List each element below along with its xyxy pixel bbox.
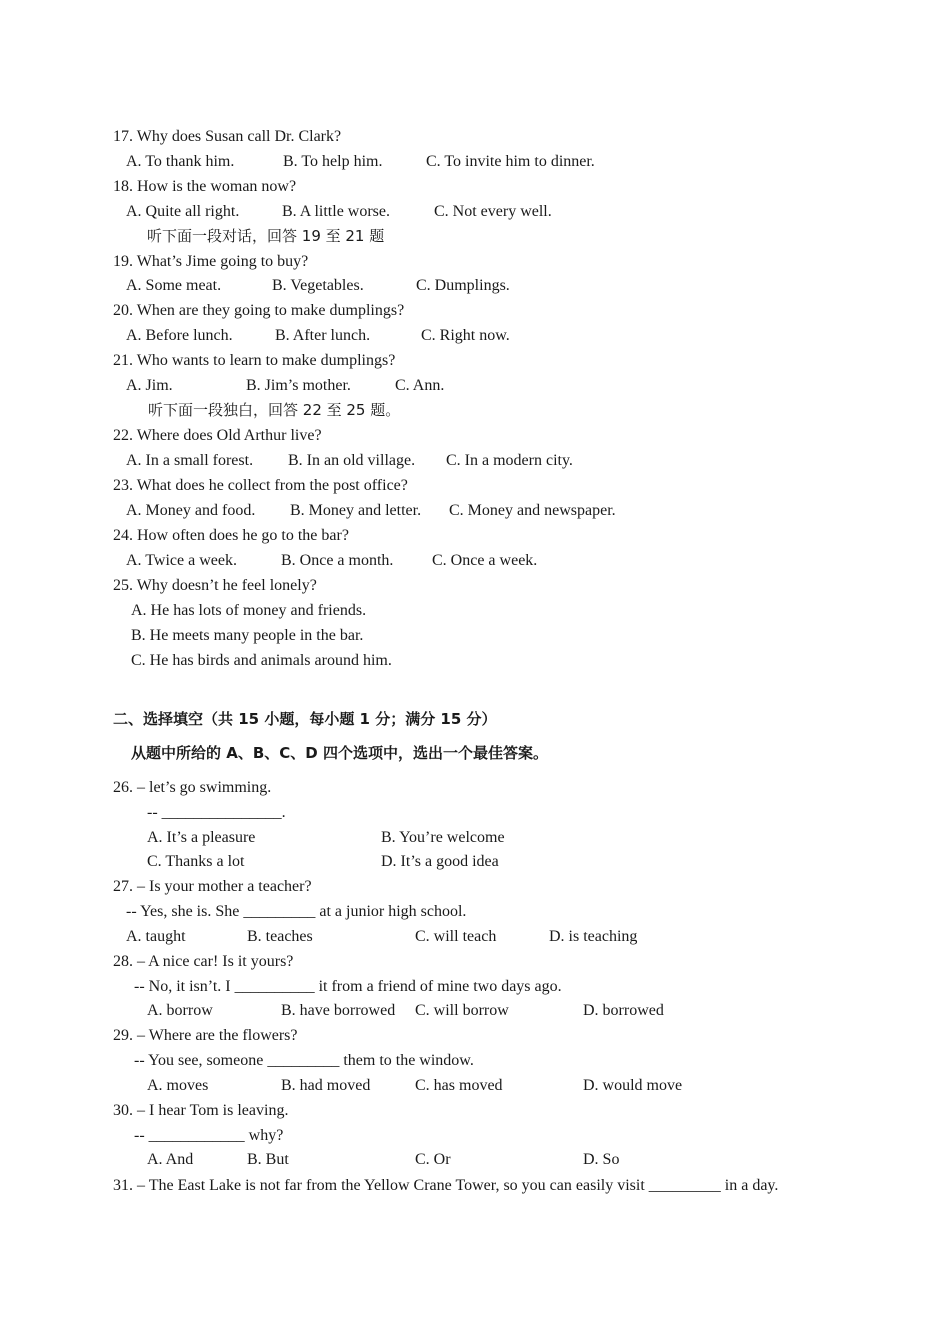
question-28-option-b: B. have borrowed (281, 1002, 396, 1019)
question-30-reply: -- ____________ why? (134, 1127, 284, 1144)
question-26-stem: 26. – let’s go swimming. (113, 779, 272, 796)
question-28-option-d: D. borrowed (583, 1002, 664, 1019)
question-27-reply: -- Yes, she is. She _________ at a junior high school. (126, 903, 467, 920)
question-27-option-d: D. is teaching (549, 928, 638, 945)
question-27-option-c: C. will teach (415, 928, 497, 945)
question-28-option-c: C. will borrow (415, 1002, 509, 1019)
question-18-option-b: B. A little worse. (282, 203, 390, 220)
question-22-option-b: B. In an old village. (288, 452, 416, 469)
question-29-reply: -- You see, someone _________ them to the window. (134, 1052, 474, 1069)
question-30-option-c: C. Or (415, 1151, 451, 1168)
question-23-option-b: B. Money and letter. (290, 502, 422, 519)
question-22-option-c: C. In a modern city. (446, 452, 573, 469)
question-20-option-b: B. After lunch. (275, 327, 371, 344)
question-27-stem: 27. – Is your mother a teacher? (113, 878, 312, 895)
question-21-option-b: B. Jim’s mother. (246, 377, 351, 394)
instruction-22-25: 听下面一段独白，回答 22 至 25 题。 (148, 401, 401, 419)
question-26-reply: -- _______________. (147, 804, 286, 821)
question-20-option-a: A. Before lunch. (126, 327, 233, 344)
question-30-option-a: A. And (147, 1151, 194, 1168)
question-30-stem: 30. – I hear Tom is leaving. (113, 1102, 289, 1119)
question-24-stem: 24. How often does he go to the bar? (113, 527, 349, 544)
question-22-option-a: A. In a small forest. (126, 452, 254, 469)
question-18-stem: 18. How is the woman now? (113, 178, 297, 195)
question-25-stem: 25. Why doesn’t he feel lonely? (113, 577, 317, 594)
question-28-stem: 28. – A nice car! Is it yours? (113, 953, 294, 970)
question-26-option-d: D. It’s a good idea (381, 853, 499, 870)
question-31-stem: 31. – The East Lake is not far from the Yellow Crane Tower, so you can easily visit _________ in a day. (113, 1177, 779, 1194)
question-25-option-c: C. He has birds and animals around him. (131, 652, 392, 669)
question-17-option-c: C. To invite him to dinner. (426, 153, 595, 170)
question-17-stem: 17. Why does Susan call Dr. Clark? (113, 128, 342, 145)
question-19-option-c: C. Dumplings. (416, 277, 510, 294)
section-2-instruction: 从题中所给的 A、B、C、D 四个选项中，选出一个最佳答案。 (131, 744, 548, 762)
question-21-option-a: A. Jim. (126, 377, 173, 394)
question-29-option-c: C. has moved (415, 1077, 503, 1094)
question-19-option-a: A. Some meat. (126, 277, 222, 294)
question-24-option-c: C. Once a week. (432, 552, 538, 569)
question-23-option-a: A. Money and food. (126, 502, 256, 519)
question-28-reply: -- No, it isn’t. I __________ it from a friend of mine two days ago. (134, 978, 562, 995)
question-24-option-b: B. Once a month. (281, 552, 394, 569)
question-29-option-d: D. would move (583, 1077, 683, 1094)
question-19-option-b: B. Vegetables. (272, 277, 364, 294)
question-21-stem: 21. Who wants to learn to make dumplings? (113, 352, 396, 369)
question-18-option-a: A. Quite all right. (126, 203, 240, 220)
question-17-option-a: A. To thank him. (126, 153, 235, 170)
question-23-option-c: C. Money and newspaper. (449, 502, 616, 519)
question-24-option-a: A. Twice a week. (126, 552, 237, 569)
question-20-stem: 20. When are they going to make dumplings? (113, 302, 405, 319)
question-26-option-a: A. It’s a pleasure (147, 829, 256, 846)
question-18-option-c: C. Not every well. (434, 203, 552, 220)
question-27-option-b: B. teaches (247, 928, 313, 945)
question-30-option-d: D. So (583, 1151, 620, 1168)
question-29-stem: 29. – Where are the flowers? (113, 1027, 298, 1044)
question-17-option-b: B. To help him. (283, 153, 383, 170)
question-30-option-b: B. But (247, 1151, 289, 1168)
question-25-option-b: B. He meets many people in the bar. (131, 627, 364, 644)
question-20-option-c: C. Right now. (421, 327, 510, 344)
question-21-option-c: C. Ann. (395, 377, 445, 394)
question-22-stem: 22. Where does Old Arthur live? (113, 427, 322, 444)
question-19-stem: 19. What’s Jime going to buy? (113, 253, 309, 270)
question-29-option-a: A. moves (147, 1077, 209, 1094)
question-27-option-a: A. taught (126, 928, 186, 945)
question-23-stem: 23. What does he collect from the post office? (113, 477, 408, 494)
instruction-19-21: 听下面一段对话，回答 19 至 21 题 (147, 227, 385, 245)
section-2-title: 二、选择填空（共 15 小题，每小题 1 分；满分 15 分） (113, 710, 497, 728)
question-25-option-a: A. He has lots of money and friends. (131, 602, 367, 619)
question-26-option-b: B. You’re welcome (381, 829, 505, 846)
question-29-option-b: B. had moved (281, 1077, 371, 1094)
question-26-option-c: C. Thanks a lot (147, 853, 245, 870)
question-28-option-a: A. borrow (147, 1002, 213, 1019)
